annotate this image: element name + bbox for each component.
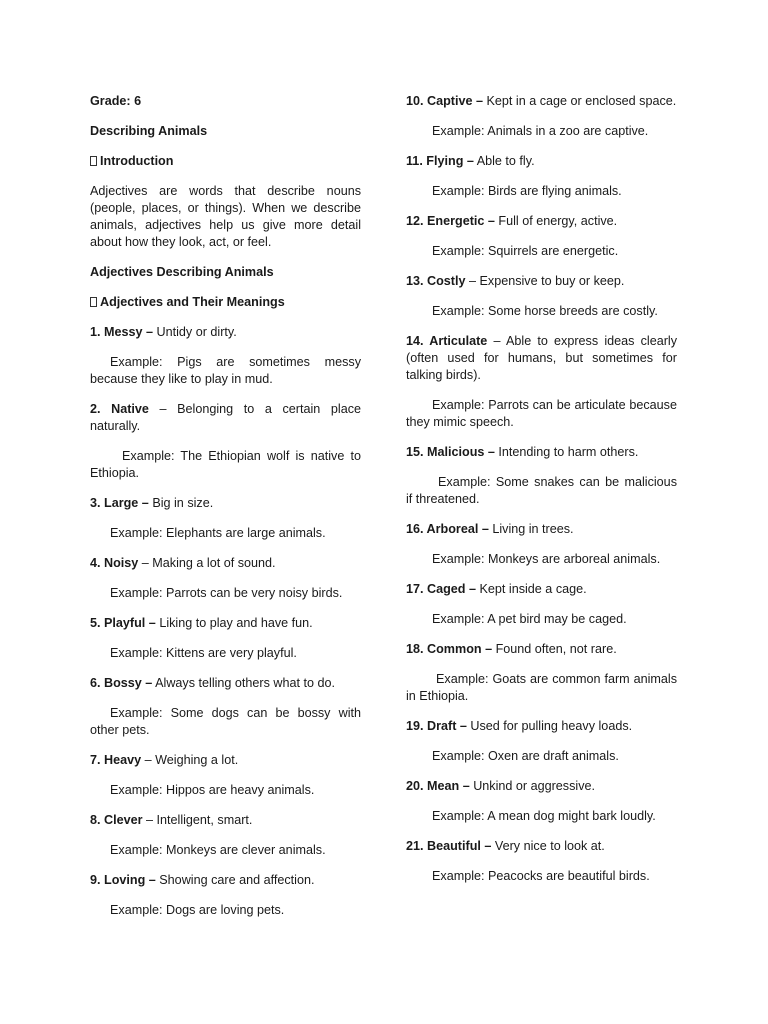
entry-list-right	[406, 93, 677, 885]
entry-term-line	[406, 838, 677, 855]
entry-example: Example: Peacocks are beautiful birds.	[432, 869, 650, 883]
entry-term-line	[90, 615, 361, 632]
entry-term-line	[406, 641, 677, 658]
right-column	[406, 93, 677, 898]
entry-list-left	[90, 324, 361, 919]
entry-term: 19. Draft –	[406, 719, 467, 733]
entry-meaning: – Belonging to a certain place naturally.	[90, 402, 361, 433]
meanings-heading-line	[90, 294, 361, 311]
entry-meaning: Found often, not rare.	[495, 642, 617, 656]
entry-term: 2. Native	[90, 402, 149, 416]
entry-example: Example: Kittens are very playful.	[110, 646, 297, 660]
entry-meaning: Unkind or aggressive.	[473, 779, 596, 793]
entry-meaning: Always telling others what to do.	[155, 676, 336, 690]
entry-term: 9. Loving –	[90, 873, 156, 887]
entry-term: 14. Articulate	[406, 334, 488, 348]
entry-meaning: Kept inside a cage.	[479, 582, 587, 596]
entry-example: Example: Hippos are heavy animals.	[110, 783, 315, 797]
entry-meaning: Very nice to look at.	[494, 839, 605, 853]
grade-label: Grade: 6	[90, 94, 142, 108]
entry-example: Example: Elephants are large animals.	[110, 526, 326, 540]
entry-example: Example: Parrots can be very noisy birds.	[110, 586, 343, 600]
entry-meaning: Untidy or dirty.	[156, 325, 237, 339]
entry-term-line	[90, 401, 361, 435]
entry-term: 10. Captive –	[406, 94, 484, 108]
entry-term-line	[406, 778, 677, 795]
intro-paragraph: Adjectives are words that describe nouns (people, places, or things). When we describe animals, adjectives help us give more detail about how they look, act, or feel.	[90, 184, 361, 249]
section-heading: Adjectives Describing Animals	[90, 265, 274, 279]
entry-example: Example: Squirrels are energetic.	[432, 244, 619, 258]
entry-term-line	[90, 812, 361, 829]
entry-meaning: Liking to play and have fun.	[159, 616, 313, 630]
entry-example: Example: Some dogs can be bossy with other pets.	[90, 706, 361, 737]
entry-meaning: Kept in a cage or enclosed space.	[486, 94, 677, 108]
entry-meaning: – Making a lot of sound.	[141, 556, 276, 570]
entry-term: 13. Costly	[406, 274, 466, 288]
entry-example: Example: Monkeys are arboreal animals.	[432, 552, 661, 566]
entry-example: Example: Goats are common farm animals in Ethiopia.	[406, 672, 677, 703]
entry-term-line	[406, 273, 677, 290]
entry-meaning: Showing care and affection.	[159, 873, 315, 887]
entry-term: 5. Playful –	[90, 616, 156, 630]
entry-example: Example: The Ethiopian wolf is native to Ethiopia.	[90, 449, 361, 480]
entry-term-line	[406, 444, 677, 461]
entry-term-line	[90, 495, 361, 512]
entry-meaning: Full of energy, active.	[498, 214, 618, 228]
entry-term: 6. Bossy –	[90, 676, 153, 690]
left-column	[90, 93, 361, 932]
entry-term: 15. Malicious –	[406, 445, 495, 459]
entry-term: 12. Energetic –	[406, 214, 495, 228]
document-title: Describing Animals	[90, 124, 208, 138]
entry-term: 7. Heavy	[90, 753, 142, 767]
entry-term: 11. Flying –	[406, 154, 474, 168]
entry-term-line	[90, 675, 361, 692]
entry-term: 1. Messy –	[90, 325, 154, 339]
entry-term: 8. Clever	[90, 813, 143, 827]
entry-meaning: – Able to express ideas clearly (often used for humans, but sometimes for talking birds).	[406, 334, 678, 382]
entry-term-line	[90, 324, 361, 341]
entry-term-line	[90, 752, 361, 769]
entry-term-line	[406, 213, 677, 230]
entry-term-line	[406, 521, 677, 538]
missing-glyph-icon	[90, 156, 97, 166]
entry-term-line	[406, 333, 677, 384]
entry-term: 20. Mean –	[406, 779, 470, 793]
entry-term-line	[406, 581, 677, 598]
entry-term-line	[90, 555, 361, 572]
entry-meaning: Able to fly.	[476, 154, 535, 168]
entry-example: Example: Animals in a zoo are captive.	[432, 124, 649, 138]
meanings-heading: Adjectives and Their Meanings	[100, 295, 285, 309]
entry-example: Example: Birds are flying animals.	[432, 184, 622, 198]
entry-term: 16. Arboreal –	[406, 522, 489, 536]
entry-example: Example: Monkeys are clever animals.	[110, 843, 326, 857]
entry-example: Example: Parrots can be articulate because they mimic speech.	[406, 398, 677, 429]
intro-heading-line	[90, 153, 361, 170]
entry-example: Example: Oxen are draft animals.	[432, 749, 619, 763]
entry-term: 21. Beautiful –	[406, 839, 492, 853]
entry-term-line	[406, 93, 677, 110]
entry-term: 17. Caged –	[406, 582, 476, 596]
entry-meaning: – Expensive to buy or keep.	[469, 274, 625, 288]
entry-example: Example: Some snakes can be malicious if threatened.	[406, 475, 677, 506]
entry-meaning: Big in size.	[152, 496, 214, 510]
missing-glyph-icon	[90, 297, 97, 307]
intro-heading: Introduction	[100, 154, 174, 168]
entry-meaning: Intending to harm others.	[498, 445, 639, 459]
entry-example: Example: Some horse breeds are costly.	[432, 304, 658, 318]
entry-example: Example: Pigs are sometimes messy because they like to play in mud.	[90, 355, 361, 386]
entry-term: 3. Large –	[90, 496, 149, 510]
entry-term-line	[90, 872, 361, 889]
entry-example: Example: A mean dog might bark loudly.	[432, 809, 656, 823]
entry-term: 4. Noisy	[90, 556, 139, 570]
entry-meaning: Living in trees.	[492, 522, 574, 536]
entry-meaning: – Weighing a lot.	[144, 753, 239, 767]
entry-term-line	[406, 153, 677, 170]
entry-meaning: – Intelligent, smart.	[146, 813, 253, 827]
entry-example: Example: A pet bird may be caged.	[432, 612, 627, 626]
entry-term: 18. Common –	[406, 642, 493, 656]
entry-example: Example: Dogs are loving pets.	[110, 903, 285, 917]
entry-meaning: Used for pulling heavy loads.	[470, 719, 633, 733]
entry-term-line	[406, 718, 677, 735]
